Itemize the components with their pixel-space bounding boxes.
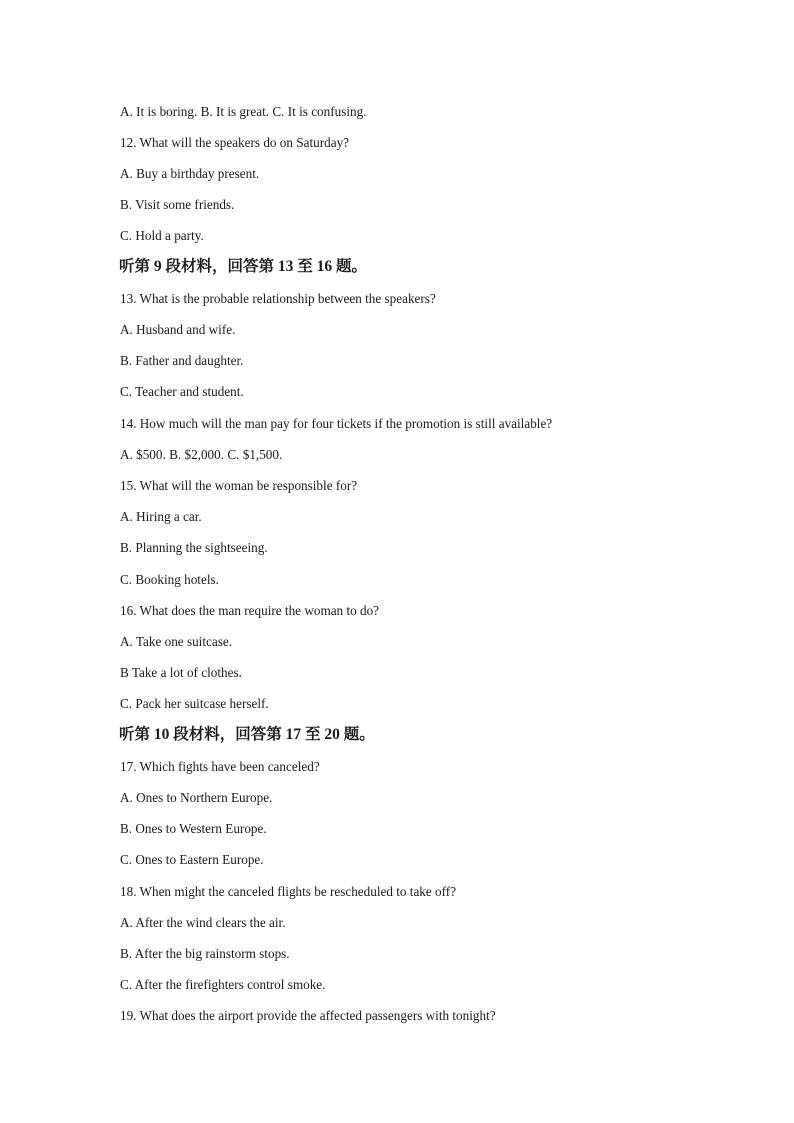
q12-option-c: C. Hold a party. bbox=[120, 228, 204, 243]
q15-question: 15. What will the woman be responsible for? bbox=[120, 478, 358, 493]
q17-option-b: B. Ones to Western Europe. bbox=[120, 821, 267, 836]
q17-question: 17. Which fights have been canceled? bbox=[120, 759, 320, 774]
q11-options: A. It is boring. B. It is great. C. It is confusing. bbox=[120, 104, 367, 119]
q17-option-a: A. Ones to Northern Europe. bbox=[120, 790, 273, 805]
q13-option-c: C. Teacher and student. bbox=[120, 384, 244, 399]
q13-question: 13. What is the probable relationship between the speakers? bbox=[120, 291, 436, 306]
q13-option-a: A. Husband and wife. bbox=[120, 322, 236, 337]
q15-option-c: C. Booking hotels. bbox=[120, 572, 219, 587]
q12-option-b: B. Visit some friends. bbox=[120, 197, 235, 212]
q19-question: 19. What does the airport provide the affected passengers with tonight? bbox=[120, 1008, 496, 1023]
section-heading-10: 听第 10 段材料，回答第 17 至 20 题。 bbox=[119, 726, 375, 743]
q14-question: 14. How much will the man pay for four tickets if the promotion is still available? bbox=[120, 416, 553, 431]
q13-option-b: B. Father and daughter. bbox=[120, 353, 244, 368]
q18-option-b: B. After the big rainstorm stops. bbox=[120, 946, 290, 961]
q15-option-a: A. Hiring a car. bbox=[120, 509, 202, 524]
q12-option-a: A. Buy a birthday present. bbox=[120, 166, 260, 181]
q18-option-a: A. After the wind clears the air. bbox=[120, 915, 286, 930]
section-heading-9: 听第 9 段材料，回答第 13 至 16 题。 bbox=[119, 258, 368, 275]
q17-option-c: C. Ones to Eastern Europe. bbox=[120, 852, 264, 867]
q15-option-b: B. Planning the sightseeing. bbox=[120, 540, 268, 555]
q16-question: 16. What does the man require the woman to do? bbox=[120, 603, 380, 618]
q12-question: 12. What will the speakers do on Saturday? bbox=[120, 135, 350, 150]
q18-question: 18. When might the canceled flights be rescheduled to take off? bbox=[120, 884, 457, 899]
q16-option-c: C. Pack her suitcase herself. bbox=[120, 696, 269, 711]
q16-option-b: B Take a lot of clothes. bbox=[120, 665, 242, 680]
q14-options: A. $500. B. $2,000. C. $1,500. bbox=[120, 447, 283, 462]
q18-option-c: C. After the firefighters control smoke. bbox=[120, 977, 326, 992]
q16-option-a: A. Take one suitcase. bbox=[120, 634, 232, 649]
